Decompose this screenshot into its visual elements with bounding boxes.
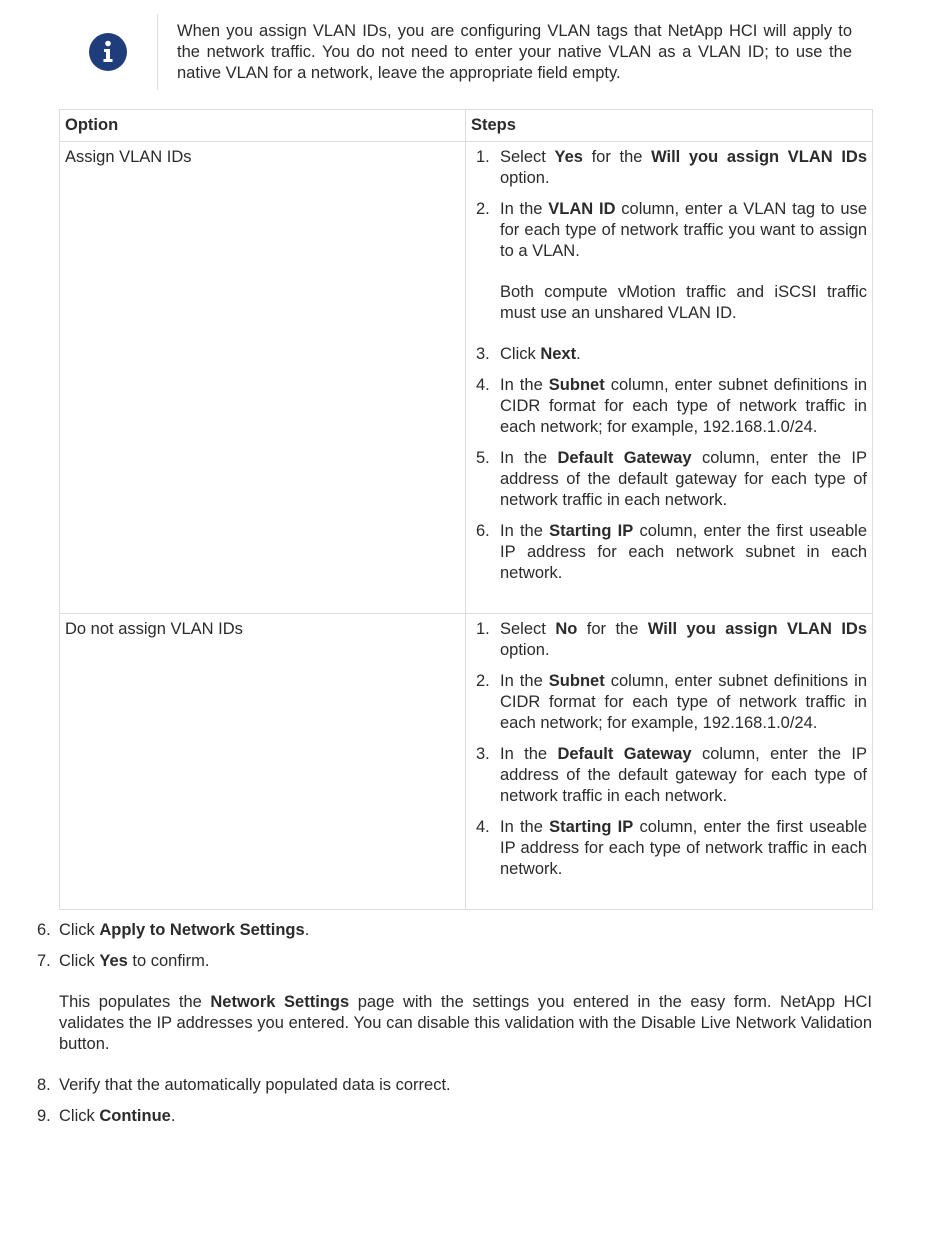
list-item: 2. In the VLAN ID column, enter a VLAN tag to use for each type of network traffic you want to assign to a VLAN. Both compute vMotion traffic and iSCSI traffic must use an unshared VLAN ID.: [476, 200, 867, 322]
steps-list: [466, 619, 867, 880]
list-item: 5. In the Default Gateway column, enter the IP address of the default gateway for each type of network traffic in each network.: [476, 449, 868, 509]
info-circle-icon: [88, 32, 128, 72]
steps-cell: [466, 142, 873, 614]
steps-list: [466, 147, 867, 584]
option-cell: Do not assign VLAN IDs: [60, 614, 466, 910]
list-item: 6. Click Apply to Network Settings.: [37, 921, 310, 939]
note-icon-column: [60, 14, 158, 90]
list-item: 6. In the Starting IP column, enter the first useable IP address for each network subnet in each network.: [476, 522, 867, 582]
list-item: 3. Click Next.: [476, 345, 581, 363]
list-item: 2. In the Subnet column, enter subnet definitions in CIDR format for each type of network traffic in each network; for example, 192.168.1.0/24.: [476, 672, 867, 732]
table-row: [60, 614, 873, 910]
vlan-options-table: [59, 109, 873, 910]
list-item: 9. Click Continue.: [37, 1107, 176, 1125]
note-text: When you assign VLAN IDs, you are configuring VLAN tags that NetApp HCI will apply to the network traffic. You do not need to enter your native VLAN as a VLAN ID; to use the native VLAN for a network, leave the appropriate field empty.: [177, 22, 852, 82]
table-row: [60, 142, 873, 614]
steps-cell: [466, 614, 873, 910]
procedure-steps: [0, 920, 872, 1137]
info-note: [60, 14, 872, 90]
step-note: Both compute vMotion traffic and iSCSI traffic must use an unshared VLAN ID.: [500, 283, 867, 322]
list-item: 4. In the Starting IP column, enter the first useable IP address for each type of network traffic in each network.: [476, 818, 867, 878]
header-option: Option: [60, 110, 466, 142]
table-header-row: [60, 110, 873, 142]
step-note: This populates the Network Settings page with the settings you entered in the easy form. NetApp HCI validates the IP addresses you entered. You can disable this validation with the Disable Live Network Validation button.: [59, 993, 873, 1053]
list-item: 1. Select No for the Will you assign VLAN IDs option.: [476, 620, 867, 659]
list-item: 7. Click Yes to confirm. This populates the Network Settings page with the settings you entered in the easy form. NetApp HCI validates the IP addresses you entered. You can disable this validation with the Disable Live Network Validation button.: [37, 952, 873, 1053]
list-item: 1. Select Yes for the Will you assign VLAN IDs option.: [476, 148, 867, 187]
header-steps: Steps: [466, 110, 873, 142]
list-item: 3. In the Default Gateway column, enter the IP address of the default gateway for each type of network traffic in each network.: [476, 745, 868, 805]
list-item: 8. Verify that the automatically populated data is correct.: [37, 1076, 451, 1094]
option-cell: Assign VLAN IDs: [60, 142, 466, 614]
list-item: 4. In the Subnet column, enter subnet definitions in CIDR format for each type of network traffic in each network; for example, 192.168.1.0/24.: [476, 376, 867, 436]
